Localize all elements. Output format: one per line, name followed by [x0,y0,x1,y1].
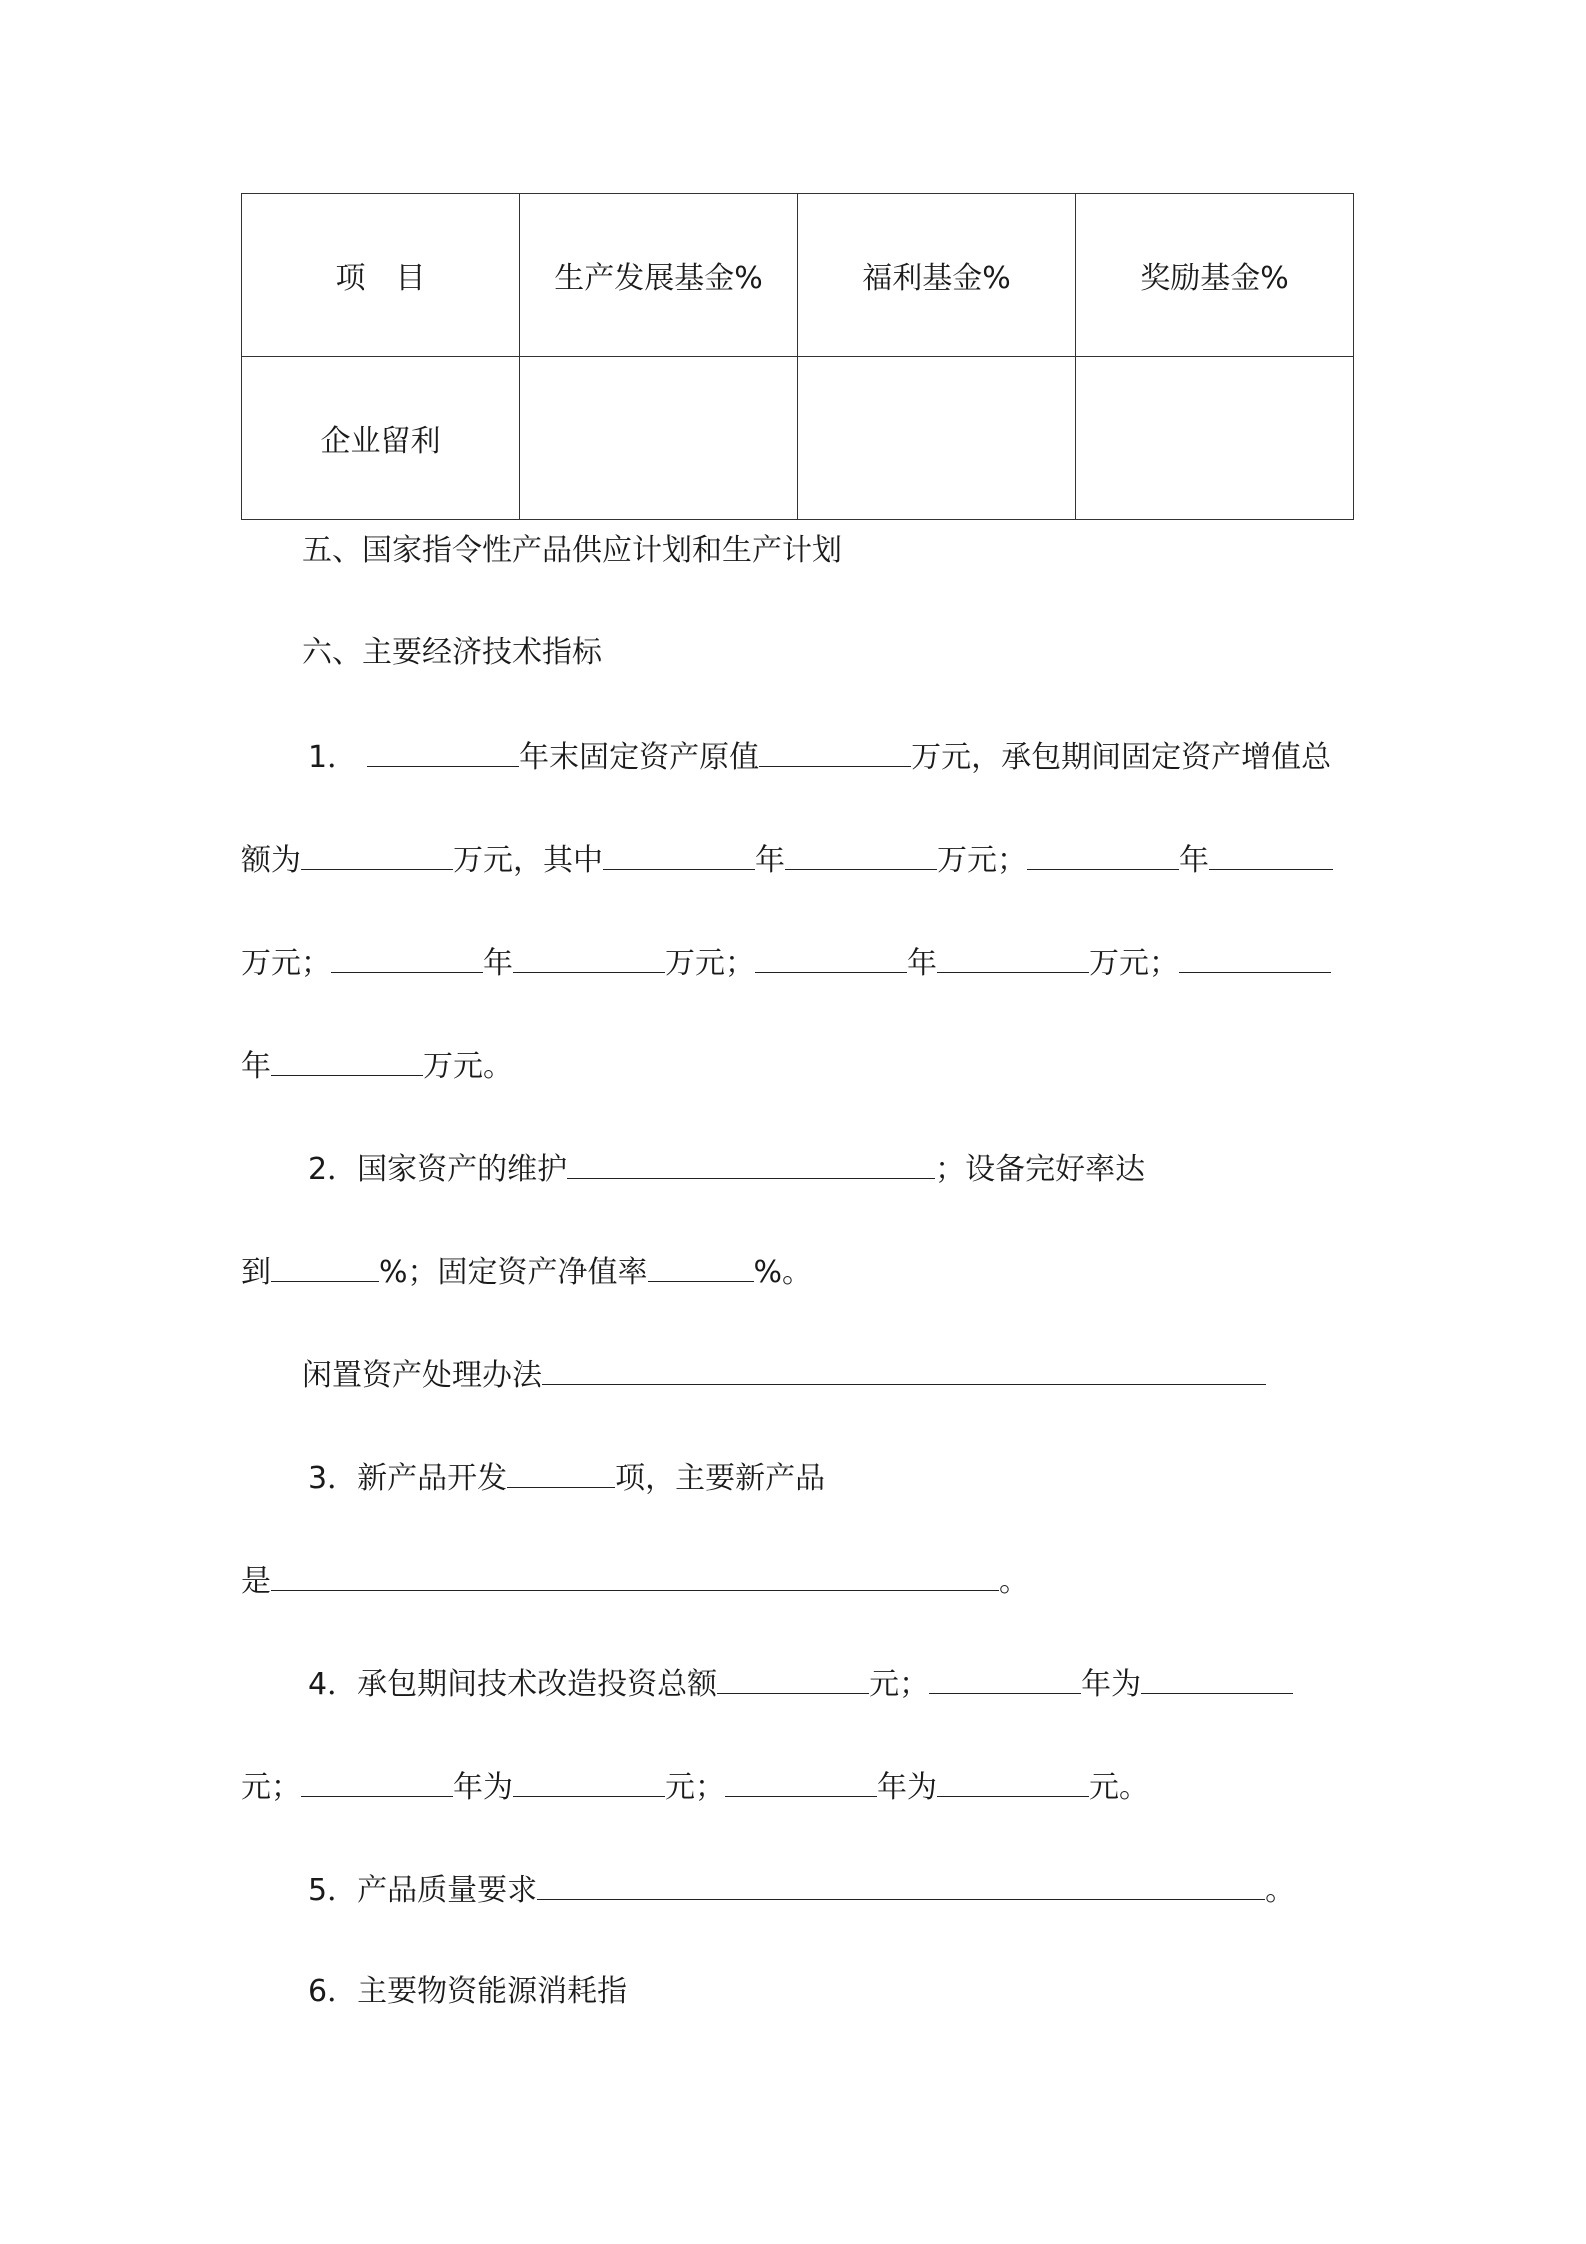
item-text: 额为 [241,843,301,878]
table-cell [1076,357,1354,520]
item-text: 元； [241,1770,301,1805]
item-text: 年 [483,946,513,981]
item-4-line-1 [308,1663,1293,1703]
blank-field[interactable] [717,1663,869,1694]
blank-field[interactable] [301,839,453,870]
item-text: 万元； [665,946,755,981]
blank-field[interactable] [367,736,519,767]
item-text: %；固定资产净值率 [379,1255,648,1290]
table-cell [520,357,798,520]
blank-field[interactable] [755,942,907,973]
item-2-line-2 [241,1251,812,1291]
blank-field[interactable] [513,942,665,973]
section-5-heading [302,531,842,571]
item-text: 承包期间技术改造投资总额 [357,1667,718,1702]
item-text: 年为 [453,1770,513,1805]
item-1-line-3 [241,942,1331,982]
item-text: ；设备完好率达 [935,1152,1146,1187]
item-text: 年 [755,843,785,878]
item-text: 万元，承包期间固定资产增值总 [911,740,1332,775]
blank-field[interactable] [301,1766,453,1797]
section-5-text: 五、国家指令性产品供应计划和生产计划 [302,533,842,568]
table-header-cell: 生产发展基金% [520,194,798,357]
blank-field[interactable] [271,1251,379,1282]
item-number: 4． [308,1667,358,1702]
item-number: 3． [308,1461,358,1496]
item-text: 年 [907,946,937,981]
item-3-line-1 [308,1457,825,1497]
table-header-cell: 项 目 [242,194,520,357]
item-text: 年为 [1081,1667,1142,1702]
section-6-text: 六、主要经济技术指标 [302,635,602,670]
item-text: 到 [241,1255,271,1290]
blank-field[interactable] [785,839,937,870]
table-cell [798,357,1076,520]
item-text: 年末固定资产原值 [519,740,760,775]
item-text: 新产品开发 [357,1461,508,1496]
item-number: 1． [308,740,358,775]
section-6-heading [302,633,602,673]
item-text: 元； [665,1770,725,1805]
item-text: 是 [241,1564,271,1599]
item-text: 万元； [937,843,1027,878]
item-3-line-2 [241,1560,1029,1600]
blank-field[interactable] [271,1560,999,1591]
item-text: 闲置资产处理办法 [302,1358,542,1393]
blank-field[interactable] [937,1766,1089,1797]
blank-field[interactable] [648,1251,754,1282]
item-number: 5． [308,1873,358,1908]
row-label-cell: 企业留利 [242,357,520,520]
item-text: 万元； [241,946,331,981]
blank-field[interactable] [542,1354,1266,1385]
item-text: %。 [753,1255,813,1290]
item-text: 。 [1265,1873,1296,1908]
profit-retention-table [241,193,1354,520]
blank-field[interactable] [759,736,911,767]
blank-field[interactable] [1209,839,1333,870]
blank-field[interactable] [507,1457,615,1488]
item-2-line-3 [302,1354,1266,1394]
item-text: 年为 [877,1770,937,1805]
item-text: 元； [869,1667,930,1702]
item-text: 年 [241,1049,271,1084]
item-text: 项，主要新产品 [615,1461,826,1496]
blank-field[interactable] [513,1766,665,1797]
blank-field[interactable] [537,1869,1265,1900]
item-number: 2． [308,1152,358,1187]
blank-field[interactable] [937,942,1089,973]
item-1-line-4 [241,1045,513,1085]
item-text: 元。 [1089,1770,1149,1805]
blank-field[interactable] [603,839,755,870]
table-row [242,357,1354,520]
table-header-row [242,194,1354,357]
item-5-line-1 [308,1869,1295,1909]
item-text: 。 [999,1564,1029,1599]
blank-field[interactable] [1179,942,1331,973]
table-header-cell: 奖励基金% [1076,194,1354,357]
blank-field[interactable] [1141,1663,1293,1694]
item-text: 年 [1179,843,1209,878]
item-1-line-2 [241,839,1333,879]
blank-field[interactable] [331,942,483,973]
table-header-cell: 福利基金% [798,194,1076,357]
item-text: 产品质量要求 [357,1873,538,1908]
item-2-line-1 [308,1148,1145,1188]
item-6-line-1 [308,1972,627,2012]
item-text: 主要物资能源消耗指 [357,1974,628,2009]
blank-field[interactable] [929,1663,1081,1694]
item-text: 万元，其中 [453,843,603,878]
item-text: 万元； [1089,946,1179,981]
item-4-line-2 [241,1766,1149,1806]
blank-field[interactable] [1027,839,1179,870]
item-text: 万元。 [423,1049,513,1084]
item-text: 国家资产的维护 [357,1152,568,1187]
blank-field[interactable] [271,1045,423,1076]
item-number: 6． [308,1974,358,2009]
item-1-line-1 [308,736,1331,776]
blank-field[interactable] [725,1766,877,1797]
blank-field[interactable] [567,1148,935,1179]
